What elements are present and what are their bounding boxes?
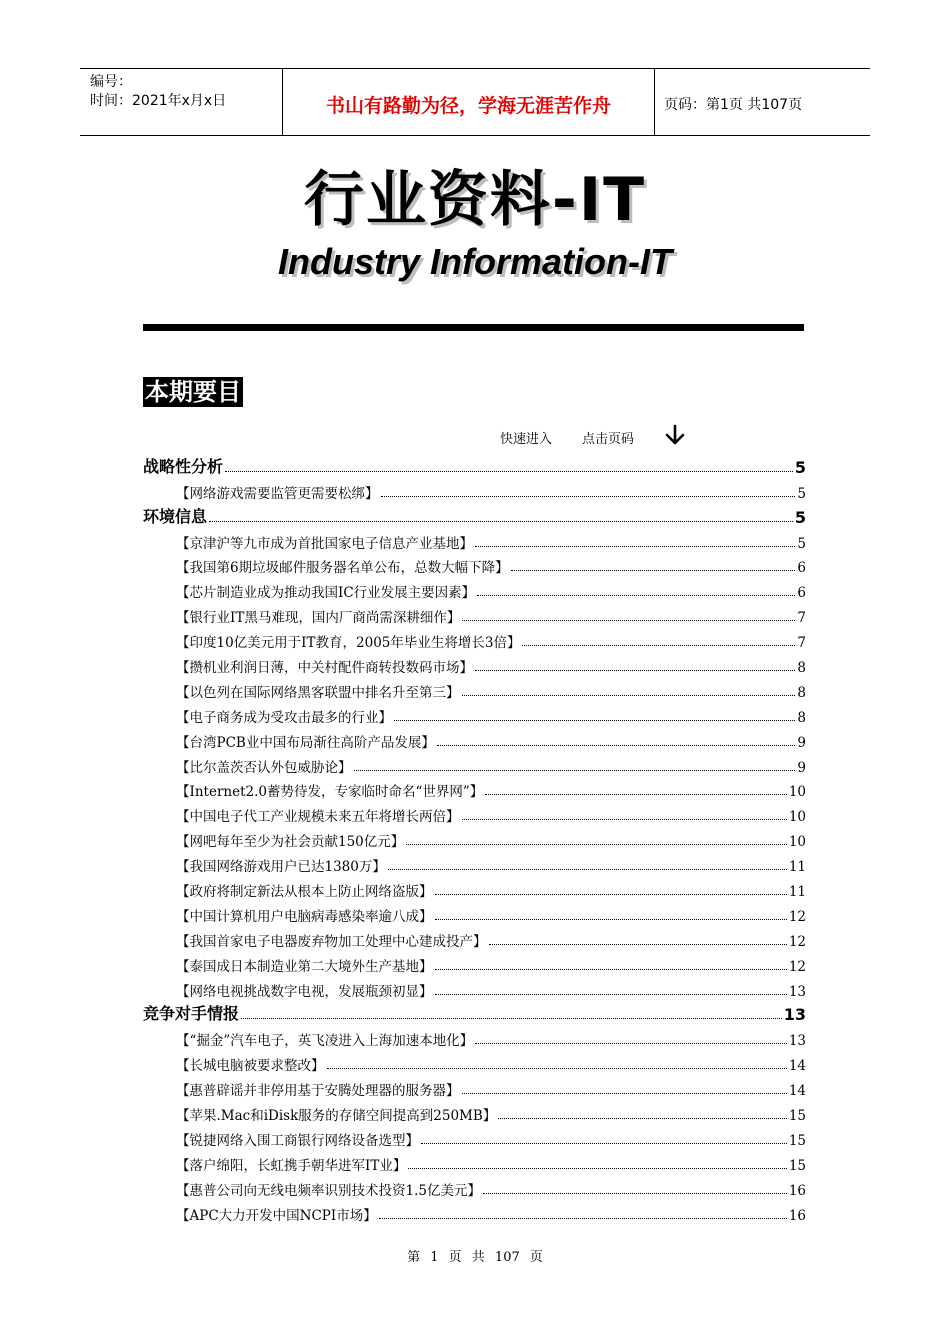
toc-page-number[interactable]: 12 [788, 933, 806, 950]
toc-page-number[interactable]: 5 [794, 507, 806, 527]
date-label: 时间：2021年x月x日 [90, 93, 227, 109]
toc-entry-label: 环境信息 [143, 506, 208, 526]
toc-entry-label: 【电子商务成为受攻击最多的行业】 [176, 709, 392, 726]
toc-entry[interactable] [143, 1174, 806, 1199]
section-heading: 本期要目 [145, 378, 241, 406]
toc-entry[interactable] [143, 1099, 806, 1124]
toc-entry-label: 【以色列在国际网络黑客联盟中排名升至第三】 [176, 684, 460, 701]
toc-entry[interactable] [143, 1074, 806, 1099]
toc-entry[interactable] [143, 626, 806, 651]
toc-entry-label: 【长城电脑被要求整改】 [176, 1058, 325, 1075]
toc-section-entry[interactable] [143, 1000, 806, 1025]
toc-page-number[interactable]: 7 [797, 610, 806, 627]
quick-nav-right: 点击页码 [582, 432, 635, 447]
toc-page-number[interactable]: 5 [797, 485, 806, 502]
toc-entry[interactable] [143, 527, 806, 552]
toc-entry-label: 【APC大力开发中国NCPI市场】 [176, 1207, 377, 1224]
document-header [80, 68, 870, 136]
toc-leader-dots [462, 1093, 787, 1094]
toc-leader-dots [475, 1043, 787, 1044]
toc-leader-dots [408, 1168, 786, 1169]
toc-entry-label: 【“掘金”汽车电子，英飞凌进入上海加速本地化】 [176, 1033, 474, 1050]
toc-page-number[interactable]: 14 [788, 1083, 806, 1100]
toc-entry-label: 【我国网络游戏用户已达1380万】 [176, 859, 386, 876]
toc-page-number[interactable]: 8 [797, 660, 806, 677]
toc-entry-label: 【攒机业利润日薄，中关村配件商转投数码市场】 [176, 660, 473, 677]
toc-page-number[interactable]: 7 [797, 635, 806, 652]
toc-entry[interactable] [143, 850, 806, 875]
toc-entry-label: 【网吧每年至少为社会贡献150亿元】 [176, 834, 405, 851]
toc-leader-dots [435, 969, 787, 970]
toc-leader-dots [421, 1143, 787, 1144]
toc-entry[interactable] [143, 776, 806, 801]
toc-leader-dots [435, 919, 787, 920]
toc-entry-label: 【政府将制定新法从根本上防止网络盗版】 [176, 884, 433, 901]
toc-entry-label: 【惠普公司向无线电频率识别技术投资1.5亿美元】 [176, 1182, 481, 1199]
toc-page-number[interactable]: 8 [797, 709, 806, 726]
toc-entry[interactable] [143, 552, 806, 577]
quick-nav [500, 428, 634, 447]
toc-page-number[interactable]: 6 [797, 560, 806, 577]
toc-leader-dots [394, 720, 795, 721]
header-page-info: 页码：第1页 共107页 [664, 97, 803, 113]
number-label: 编号： [90, 74, 132, 90]
toc-entry[interactable] [143, 751, 806, 776]
toc-entry-label: 【银行业IT黑马难现，国内厂商尚需深耕细作】 [176, 610, 461, 627]
toc-leader-dots [462, 620, 795, 621]
toc-entry[interactable] [143, 477, 806, 502]
toc-entry[interactable] [143, 1124, 806, 1149]
toc-entry-label: 【印度10亿美元用于IT教育，2005年毕业生将增长3倍】 [176, 635, 521, 652]
down-arrow-icon [664, 424, 686, 446]
toc-leader-dots [475, 670, 795, 671]
header-divider [654, 69, 655, 135]
toc-page-number[interactable]: 16 [788, 1182, 806, 1199]
toc-page-number[interactable]: 15 [788, 1108, 806, 1125]
toc-page-number[interactable]: 15 [788, 1132, 806, 1149]
title-rule [143, 324, 804, 331]
toc-leader-dots [241, 1018, 782, 1019]
toc-entry[interactable] [143, 950, 806, 975]
toc-entry-label: 【我国第6期垃圾邮件服务器名单公布，总数大幅下降】 [176, 560, 509, 577]
toc-leader-dots [379, 1218, 787, 1219]
toc-entry-label: 【惠普辟谣并非停用基于安腾处理器的服务器】 [176, 1083, 460, 1100]
toc-entry[interactable] [143, 601, 806, 626]
toc-leader-dots [381, 496, 796, 497]
header-meta [90, 73, 226, 111]
toc-page-number[interactable]: 13 [783, 1005, 806, 1025]
toc-entry[interactable] [143, 726, 806, 751]
toc-page-number[interactable]: 10 [788, 809, 806, 826]
toc-entry-label: 【落户绵阳，长虹携手朝华进军IT业】 [176, 1157, 407, 1174]
toc-leader-dots [511, 570, 796, 571]
toc-entry[interactable] [143, 1049, 806, 1074]
toc-page-number[interactable]: 14 [788, 1058, 806, 1075]
toc-leader-dots [209, 521, 793, 522]
toc-leader-dots [483, 1193, 787, 1194]
header-motto: 书山有路勤为径，学海无涯苦作舟 [325, 95, 611, 117]
toc-entry-label: 【锐捷网络入围工商银行网络设备选型】 [176, 1132, 419, 1149]
toc-entry[interactable] [143, 676, 806, 701]
toc-page-number[interactable]: 5 [797, 535, 806, 552]
toc-entry[interactable] [143, 651, 806, 676]
toc-page-number[interactable]: 11 [788, 859, 806, 876]
toc-leader-dots [522, 645, 795, 646]
quick-nav-left: 快速进入 [500, 432, 553, 447]
toc-entry-label: 【我国首家电子电器废弃物加工处理中心建成投产】 [176, 933, 487, 950]
toc-page-number[interactable]: 9 [797, 759, 806, 776]
toc-page-number[interactable]: 9 [797, 734, 806, 751]
toc-entry-label: 【网络游戏需要监管更需要松绑】 [176, 485, 379, 502]
toc-page-number[interactable]: 15 [788, 1157, 806, 1174]
page-footer: 第 1 页 共 107 页 [407, 1250, 543, 1265]
toc-entry-label: 【苹果.Mac和iDisk服务的存储空间提高到250MB】 [176, 1108, 497, 1125]
toc-page-number[interactable]: 12 [788, 958, 806, 975]
toc-entry[interactable] [143, 900, 806, 925]
toc-leader-dots [406, 844, 787, 845]
toc-entry[interactable] [143, 925, 806, 950]
toc-entry-label: 【Internet2.0蓄势待发，专家临时命名“世界网”】 [176, 784, 484, 801]
toc-page-number[interactable]: 10 [788, 784, 806, 801]
toc-leader-dots [489, 944, 787, 945]
toc-entry[interactable] [143, 975, 806, 1000]
toc-entry-label: 竞争对手情报 [143, 1004, 240, 1024]
toc-entry[interactable] [143, 1024, 806, 1049]
toc-leader-dots [485, 794, 787, 795]
toc-entry-label: 【中国电子代工产业规模未来五年将增长两倍】 [176, 809, 460, 826]
toc-leader-dots [435, 994, 787, 995]
toc-leader-dots [437, 745, 796, 746]
toc-leader-dots [327, 1068, 787, 1069]
toc-leader-dots [354, 770, 796, 771]
document-subtitle: Industry Information-IT [278, 241, 672, 282]
toc-page-number[interactable]: 13 [788, 983, 806, 1000]
toc-leader-dots [462, 695, 796, 696]
toc-entry[interactable] [143, 1199, 806, 1224]
toc-entry[interactable] [143, 800, 806, 825]
document-title: 行业资料-IT [303, 165, 647, 235]
toc-page-number[interactable]: 16 [788, 1207, 806, 1224]
toc-page-number[interactable]: 8 [797, 684, 806, 701]
toc-entry[interactable] [143, 701, 806, 726]
toc-leader-dots [477, 595, 795, 596]
toc-entry-label: 【芯片制造业成为推动我国IC行业发展主要因素】 [176, 585, 476, 602]
toc-page-number[interactable]: 13 [788, 1033, 806, 1050]
toc-entry-label: 【京津沪等九市成为首批国家电子信息产业基地】 [176, 535, 473, 552]
toc-leader-dots [388, 869, 787, 870]
toc-page-number[interactable]: 10 [788, 834, 806, 851]
toc-entry-label: 【比尔盖茨否认外包威胁论】 [176, 759, 352, 776]
toc-entry[interactable] [143, 875, 806, 900]
toc-leader-dots [462, 819, 787, 820]
toc-page-number[interactable]: 6 [797, 585, 806, 602]
toc-entry-label: 【台湾PCB业中国布局渐往高阶产品发展】 [176, 734, 435, 751]
toc-section-entry[interactable] [143, 452, 806, 477]
toc-entry[interactable] [143, 576, 806, 601]
toc-section-entry[interactable] [143, 502, 806, 527]
toc-leader-dots [435, 894, 787, 895]
toc-entry[interactable] [143, 1149, 806, 1174]
toc-leader-dots [498, 1118, 787, 1119]
toc-leader-dots [225, 471, 793, 472]
toc-page-number[interactable]: 5 [794, 457, 806, 477]
toc-entry-label: 【网络电视挑战数字电视，发展瓶颈初显】 [176, 983, 433, 1000]
toc-page-number[interactable]: 11 [788, 884, 806, 901]
toc-entry-label: 【泰国成日本制造业第二大境外生产基地】 [176, 958, 433, 975]
toc-leader-dots [475, 546, 795, 547]
toc-entry-label: 【中国计算机用户电脑病毒感染率逾八成】 [176, 908, 433, 925]
table-of-contents [143, 452, 806, 1224]
toc-page-number[interactable]: 12 [788, 908, 806, 925]
toc-entry-label: 战略性分析 [143, 456, 224, 476]
toc-entry[interactable] [143, 825, 806, 850]
